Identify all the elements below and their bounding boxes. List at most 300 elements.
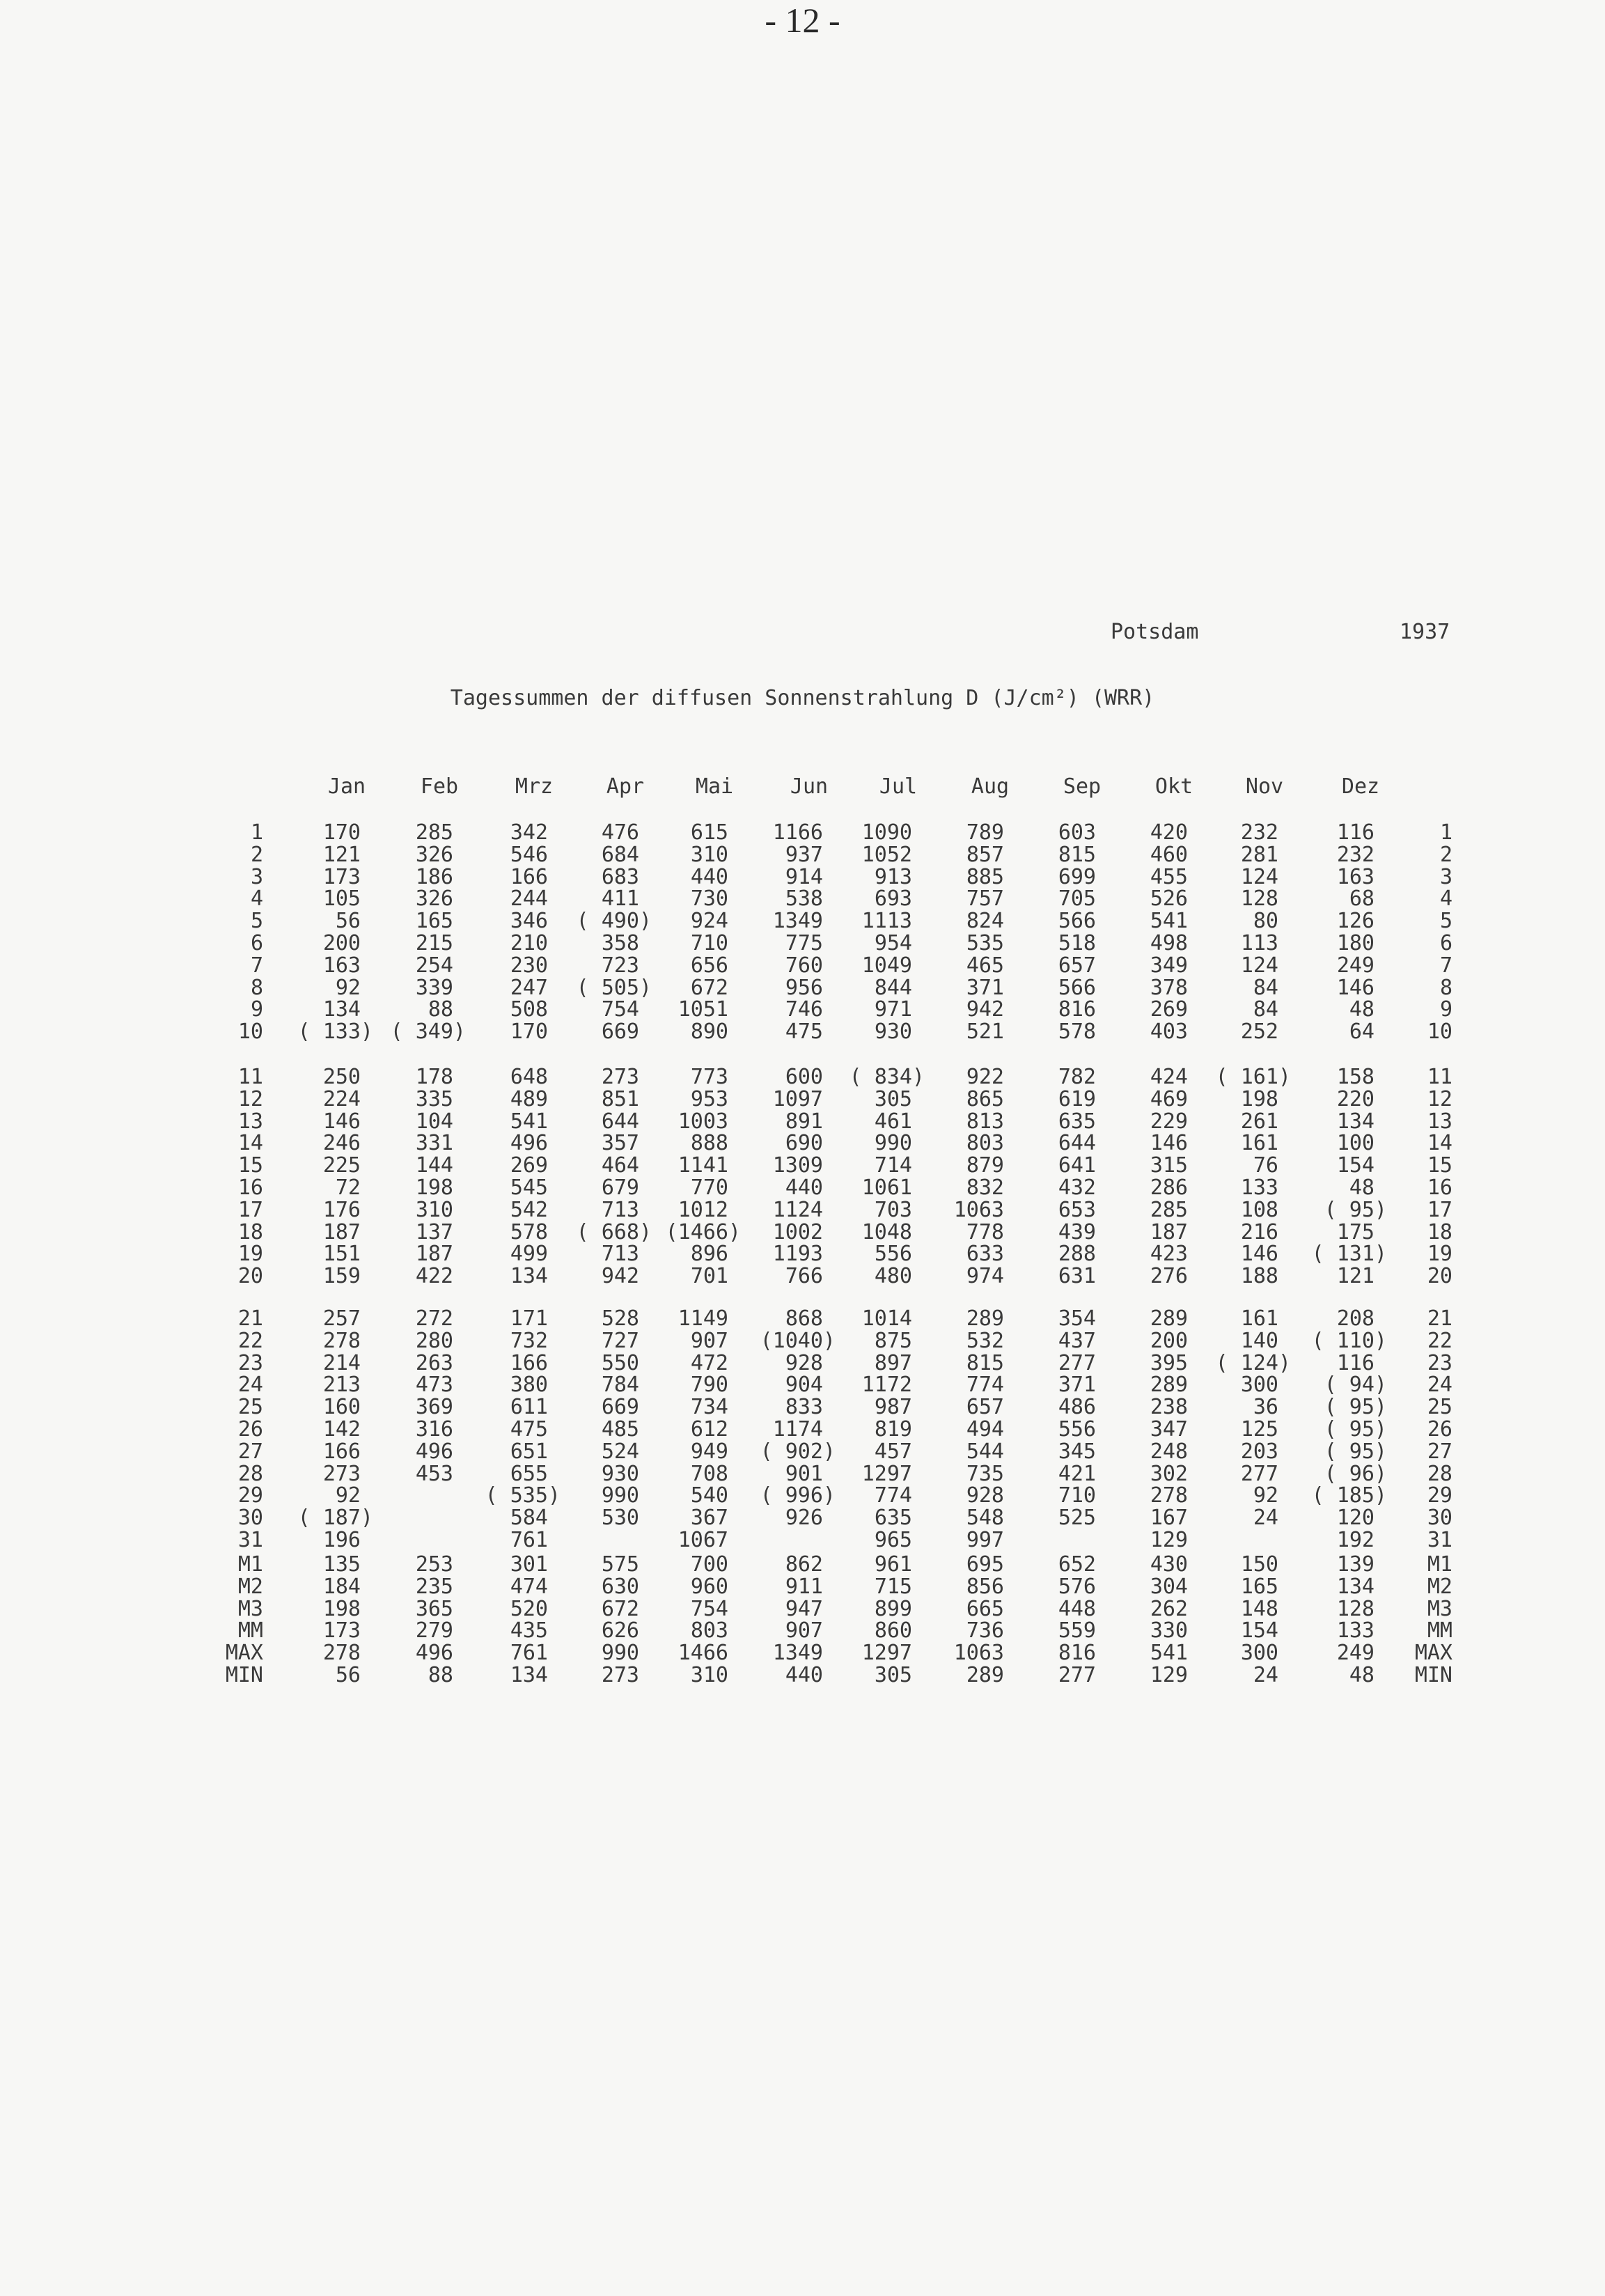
month-header-jan: Jan <box>327 774 366 799</box>
month-header-apr: Apr <box>606 774 645 799</box>
table-cell: 216 <box>1240 1219 1278 1244</box>
table-cell: 761 <box>510 1641 548 1666</box>
table-cell: (1040) <box>760 1328 836 1353</box>
table-cell: 48 <box>1349 1176 1375 1200</box>
table-cell: 690 <box>785 1131 823 1156</box>
table-cell: 269 <box>510 1153 548 1178</box>
table-cell: 538 <box>785 887 823 912</box>
table-cell: 833 <box>785 1395 823 1420</box>
row-label-left: 16 <box>237 1176 263 1200</box>
table-cell: 121 <box>322 842 361 867</box>
table-cell: 146 <box>322 1109 361 1134</box>
table-cell: 285 <box>1150 1197 1188 1222</box>
row-label-left: M1 <box>237 1552 263 1577</box>
table-cell: 1141 <box>678 1153 728 1178</box>
row-label-left: 2 <box>250 842 263 867</box>
table-cell: 367 <box>690 1506 728 1531</box>
month-header-mai: Mai <box>695 774 734 799</box>
table-cell: 651 <box>510 1439 548 1464</box>
table-cell: 244 <box>510 887 548 912</box>
table-cell: 88 <box>428 997 453 1022</box>
table-cell: 349 <box>1150 953 1188 978</box>
table-cell: 575 <box>601 1552 639 1577</box>
table-cell: 760 <box>785 953 823 978</box>
table-cell: 448 <box>1058 1596 1096 1621</box>
table-cell: 225 <box>322 1153 361 1178</box>
table-cell: 354 <box>1058 1306 1096 1331</box>
table-cell: 987 <box>874 1395 912 1420</box>
table-cell: 911 <box>785 1574 823 1599</box>
table-cell: 891 <box>785 1109 823 1134</box>
table-cell: 280 <box>415 1328 453 1353</box>
table-cell: ( 349) <box>390 1020 466 1045</box>
table-cell: 339 <box>415 975 453 1000</box>
table-cell: 790 <box>690 1373 728 1398</box>
table-cell: 133 <box>1336 1618 1375 1643</box>
table-cell: 844 <box>874 975 912 1000</box>
table-cell: 378 <box>1150 975 1188 1000</box>
table-cell: 84 <box>1253 997 1278 1022</box>
table-cell: 430 <box>1150 1552 1188 1577</box>
table-cell: 178 <box>415 1065 453 1089</box>
table-cell: 530 <box>601 1506 639 1531</box>
table-cell: 486 <box>1058 1395 1096 1420</box>
table-cell: 170 <box>510 1020 548 1045</box>
table-cell: 644 <box>601 1109 639 1134</box>
station-name: Potsdam <box>1111 620 1199 644</box>
row-label-left: 25 <box>237 1395 263 1420</box>
row-label-right: 17 <box>1427 1197 1453 1222</box>
row-label-right: M3 <box>1427 1596 1453 1621</box>
table-cell: 710 <box>690 931 728 955</box>
table-cell: 885 <box>966 864 1004 889</box>
table-cell: 167 <box>1150 1506 1188 1531</box>
table-cell: ( 133) <box>297 1020 373 1045</box>
table-cell: 679 <box>601 1176 639 1200</box>
table-cell: 928 <box>785 1350 823 1375</box>
table-cell: 310 <box>690 1663 728 1687</box>
table-cell: 520 <box>510 1596 548 1621</box>
row-label-right: M1 <box>1427 1552 1453 1577</box>
table-cell: 235 <box>415 1574 453 1599</box>
table-cell: ( 95) <box>1324 1417 1387 1442</box>
table-cell: 548 <box>966 1506 1004 1531</box>
table-cell: 532 <box>966 1328 1004 1353</box>
table-cell: 92 <box>1253 1483 1278 1508</box>
table-cell: 158 <box>1336 1065 1375 1089</box>
table-cell: 584 <box>510 1506 548 1531</box>
table-cell: 526 <box>1150 887 1188 912</box>
table-cell: 556 <box>874 1242 912 1267</box>
table-cell: 304 <box>1150 1574 1188 1599</box>
row-label-left: 10 <box>237 1020 263 1045</box>
row-label-left: 29 <box>237 1483 263 1508</box>
table-cell: 672 <box>690 975 728 1000</box>
table-cell: 180 <box>1336 931 1375 955</box>
table-cell: 249 <box>1336 953 1375 978</box>
table-cell: 1124 <box>772 1197 823 1222</box>
table-cell: 475 <box>785 1020 823 1045</box>
table-cell: 857 <box>966 842 1004 867</box>
table-cell: 277 <box>1240 1461 1278 1486</box>
table-cell: 832 <box>966 1176 1004 1200</box>
row-label-left: 8 <box>250 975 263 1000</box>
table-cell: 1051 <box>678 997 728 1022</box>
table-cell: 165 <box>1240 1574 1278 1599</box>
table-cell: 76 <box>1253 1153 1278 1178</box>
row-label-right: 10 <box>1427 1020 1453 1045</box>
table-cell: 990 <box>601 1641 639 1666</box>
table-cell: 631 <box>1058 1264 1096 1289</box>
table-cell: 84 <box>1253 975 1278 1000</box>
row-label-left: 12 <box>237 1086 263 1111</box>
table-cell: 24 <box>1253 1506 1278 1531</box>
table-cell: 901 <box>785 1461 823 1486</box>
table-cell: ( 95) <box>1324 1395 1387 1420</box>
table-cell: 1052 <box>861 842 912 867</box>
table-cell: ( 505) <box>576 975 652 1000</box>
month-header-jun: Jun <box>790 774 829 799</box>
row-label-left: 1 <box>250 820 263 845</box>
table-cell: 633 <box>966 1242 1004 1267</box>
table-cell: 954 <box>874 931 912 955</box>
row-label-right: 19 <box>1427 1242 1453 1267</box>
table-cell: 121 <box>1336 1264 1375 1289</box>
row-label-left: M3 <box>237 1596 263 1621</box>
table-cell: 1166 <box>772 820 823 845</box>
table-cell: ( 535) <box>485 1483 561 1508</box>
table-cell: 252 <box>1240 1020 1278 1045</box>
table-cell: 974 <box>966 1264 1004 1289</box>
table-cell: 108 <box>1240 1197 1278 1222</box>
table-cell: 1048 <box>861 1219 912 1244</box>
table-cell: 550 <box>601 1350 639 1375</box>
table-cell: 220 <box>1336 1086 1375 1111</box>
table-cell: 566 <box>1058 909 1096 934</box>
table-cell: 914 <box>785 864 823 889</box>
table-cell: 746 <box>785 997 823 1022</box>
table-cell: 496 <box>415 1641 453 1666</box>
table-cell: 475 <box>510 1417 548 1442</box>
month-header-nov: Nov <box>1245 774 1284 799</box>
table-cell: 655 <box>510 1461 548 1486</box>
table-cell: 279 <box>415 1618 453 1643</box>
month-header-feb: Feb <box>420 774 459 799</box>
table-cell: 175 <box>1336 1219 1375 1244</box>
table-cell: 232 <box>1240 820 1278 845</box>
table-cell: 556 <box>1058 1417 1096 1442</box>
table-cell: 465 <box>966 953 1004 978</box>
table-cell: 159 <box>322 1264 361 1289</box>
table-cell: 124 <box>1240 953 1278 978</box>
table-cell: 232 <box>1336 842 1375 867</box>
table-cell: 611 <box>510 1395 548 1420</box>
table-cell: 464 <box>601 1153 639 1178</box>
table-cell: 890 <box>690 1020 728 1045</box>
table-cell: 253 <box>415 1552 453 1577</box>
table-cell: 188 <box>1240 1264 1278 1289</box>
row-label-right: 16 <box>1427 1176 1453 1200</box>
table-cell: 545 <box>510 1176 548 1200</box>
row-label-right: 4 <box>1439 887 1453 912</box>
table-cell: 289 <box>966 1306 1004 1331</box>
table-cell: 518 <box>1058 931 1096 955</box>
row-label-right: 2 <box>1439 842 1453 867</box>
table-cell: 1172 <box>861 1373 912 1398</box>
row-label-right: 31 <box>1427 1528 1453 1552</box>
table-cell: 269 <box>1150 997 1188 1022</box>
table-cell: 305 <box>874 1086 912 1111</box>
table-cell: 727 <box>601 1328 639 1353</box>
table-cell: 358 <box>601 931 639 955</box>
table-cell: 250 <box>322 1065 361 1089</box>
row-label-left: 9 <box>250 997 263 1022</box>
table-cell: 904 <box>785 1373 823 1398</box>
table-cell: ( 187) <box>297 1506 373 1531</box>
table-cell: 92 <box>335 975 361 1000</box>
table-cell: 730 <box>690 887 728 912</box>
table-cell: 134 <box>1336 1574 1375 1599</box>
table-cell: 68 <box>1349 887 1375 912</box>
table-cell: 134 <box>510 1264 548 1289</box>
table-title: Tagessummen der diffusen Sonnenstrahlung D (J/cm²) (WRR) <box>450 686 1155 710</box>
table-cell: 129 <box>1150 1528 1188 1552</box>
table-cell: 879 <box>966 1153 1004 1178</box>
table-cell: 735 <box>966 1461 1004 1486</box>
table-cell: 770 <box>690 1176 728 1200</box>
row-label-right: 13 <box>1427 1109 1453 1134</box>
row-label-right: 20 <box>1427 1264 1453 1289</box>
table-cell: 142 <box>322 1417 361 1442</box>
table-cell: 868 <box>785 1306 823 1331</box>
table-cell: 612 <box>690 1417 728 1442</box>
table-cell: 331 <box>415 1131 453 1156</box>
table-cell: 215 <box>415 931 453 955</box>
table-cell: 246 <box>322 1131 361 1156</box>
table-cell: 137 <box>415 1219 453 1244</box>
row-label-left: 18 <box>237 1219 263 1244</box>
table-cell: 56 <box>335 1663 361 1687</box>
table-cell: 789 <box>966 820 1004 845</box>
row-label-right: 11 <box>1427 1065 1453 1089</box>
table-cell: 148 <box>1240 1596 1278 1621</box>
table-cell: 496 <box>415 1439 453 1464</box>
table-cell: 128 <box>1336 1596 1375 1621</box>
table-cell: 187 <box>1150 1219 1188 1244</box>
table-cell: 942 <box>601 1264 639 1289</box>
table-cell: 278 <box>322 1328 361 1353</box>
table-cell: 652 <box>1058 1552 1096 1577</box>
table-cell: 200 <box>1150 1328 1188 1353</box>
table-cell: 455 <box>1150 864 1188 889</box>
table-cell: 803 <box>690 1618 728 1643</box>
table-cell: 930 <box>601 1461 639 1486</box>
table-cell: ( 131) <box>1311 1242 1387 1267</box>
row-label-right: 18 <box>1427 1219 1453 1244</box>
row-label-left: 30 <box>237 1506 263 1531</box>
table-cell: 472 <box>690 1350 728 1375</box>
row-label-left: 11 <box>237 1065 263 1089</box>
table-cell: 154 <box>1240 1618 1278 1643</box>
table-cell: 198 <box>415 1176 453 1200</box>
table-cell: 521 <box>966 1020 1004 1045</box>
table-cell: 930 <box>874 1020 912 1045</box>
table-cell: 277 <box>1058 1663 1096 1687</box>
table-cell: 907 <box>785 1618 823 1643</box>
table-cell: 635 <box>1058 1109 1096 1134</box>
table-cell: 411 <box>601 887 639 912</box>
table-cell: 669 <box>601 1020 639 1045</box>
table-cell: 782 <box>1058 1065 1096 1089</box>
table-cell: 542 <box>510 1197 548 1222</box>
row-label-right: MAX <box>1414 1641 1453 1666</box>
table-cell: 150 <box>1240 1552 1278 1577</box>
table-cell: 865 <box>966 1086 1004 1111</box>
table-cell: 163 <box>1336 864 1375 889</box>
table-cell: 208 <box>1336 1306 1375 1331</box>
table-cell: 476 <box>601 820 639 845</box>
table-cell: 134 <box>510 1663 548 1687</box>
table-cell: 176 <box>322 1197 361 1222</box>
table-cell: 899 <box>874 1596 912 1621</box>
month-header-mrz: Mrz <box>515 774 554 799</box>
table-cell: ( 902) <box>760 1439 836 1464</box>
table-cell: 64 <box>1349 1020 1375 1045</box>
table-cell: 1067 <box>678 1528 728 1552</box>
table-cell: 961 <box>874 1552 912 1577</box>
table-cell: 956 <box>785 975 823 1000</box>
table-cell: 288 <box>1058 1242 1096 1267</box>
page-number: - 12 - <box>765 1 840 40</box>
row-label-left: 5 <box>250 909 263 934</box>
table-cell: 766 <box>785 1264 823 1289</box>
table-cell: 403 <box>1150 1020 1188 1045</box>
table-cell: 1113 <box>861 909 912 934</box>
table-cell: 960 <box>690 1574 728 1599</box>
table-cell: 803 <box>966 1131 1004 1156</box>
table-cell: ( 161) <box>1215 1065 1291 1089</box>
table-cell: 92 <box>335 1483 361 1508</box>
table-cell: 198 <box>1240 1086 1278 1111</box>
table-cell: 139 <box>1336 1552 1375 1577</box>
table-cell: 276 <box>1150 1264 1188 1289</box>
table-cell: 913 <box>874 864 912 889</box>
table-cell: 485 <box>601 1417 639 1442</box>
table-cell: 105 <box>322 887 361 912</box>
table-cell: 289 <box>1150 1373 1188 1398</box>
table-cell: ( 95) <box>1324 1439 1387 1464</box>
table-cell: 289 <box>966 1663 1004 1687</box>
row-label-left: 13 <box>237 1109 263 1134</box>
table-cell: 953 <box>690 1086 728 1111</box>
table-cell: 648 <box>510 1065 548 1089</box>
table-cell: 186 <box>415 864 453 889</box>
table-cell: 432 <box>1058 1176 1096 1200</box>
table-cell: 693 <box>874 887 912 912</box>
month-header-jul: Jul <box>879 774 918 799</box>
table-cell: 424 <box>1150 1065 1188 1089</box>
table-cell: 754 <box>601 997 639 1022</box>
table-cell: 600 <box>785 1065 823 1089</box>
table-cell: 238 <box>1150 1395 1188 1420</box>
table-cell: 1012 <box>678 1197 728 1222</box>
table-cell: 971 <box>874 997 912 1022</box>
table-cell: 525 <box>1058 1506 1096 1531</box>
table-cell: 732 <box>510 1328 548 1353</box>
row-label-right: 24 <box>1427 1373 1453 1398</box>
table-cell: 80 <box>1253 909 1278 934</box>
table-cell: 1149 <box>678 1306 728 1331</box>
table-cell: 714 <box>874 1153 912 1178</box>
table-cell: 695 <box>966 1552 1004 1577</box>
table-cell: 524 <box>601 1439 639 1464</box>
table-cell: 644 <box>1058 1131 1096 1156</box>
table-cell: 544 <box>966 1439 1004 1464</box>
table-cell: 508 <box>510 997 548 1022</box>
table-cell: 440 <box>785 1176 823 1200</box>
row-label-right: 5 <box>1439 909 1453 934</box>
table-cell: 700 <box>690 1552 728 1577</box>
table-cell: 615 <box>690 820 728 845</box>
table-cell: (1466) <box>665 1219 741 1244</box>
table-cell: 263 <box>415 1350 453 1375</box>
table-cell: 371 <box>966 975 1004 1000</box>
table-cell: 626 <box>601 1618 639 1643</box>
table-cell: ( 996) <box>760 1483 836 1508</box>
table-cell: 474 <box>510 1574 548 1599</box>
table-cell: 273 <box>601 1065 639 1089</box>
table-cell: 824 <box>966 909 1004 934</box>
table-cell: 285 <box>415 820 453 845</box>
table-cell: 494 <box>966 1417 1004 1442</box>
table-cell: 200 <box>322 931 361 955</box>
table-cell: 278 <box>1150 1483 1188 1508</box>
table-cell: 928 <box>966 1483 1004 1508</box>
table-cell: 937 <box>785 842 823 867</box>
table-cell: 272 <box>415 1306 453 1331</box>
table-cell: 683 <box>601 864 639 889</box>
table-cell: 541 <box>1150 909 1188 934</box>
table-cell: 457 <box>874 1439 912 1464</box>
table-cell: 423 <box>1150 1242 1188 1267</box>
table-cell: 273 <box>601 1663 639 1687</box>
table-cell: 757 <box>966 887 1004 912</box>
table-cell: 100 <box>1336 1131 1375 1156</box>
table-cell: 289 <box>1150 1306 1188 1331</box>
table-cell: 480 <box>874 1264 912 1289</box>
table-cell: 665 <box>966 1596 1004 1621</box>
row-label-right: MM <box>1427 1618 1453 1643</box>
table-cell: 1061 <box>861 1176 912 1200</box>
year: 1937 <box>1400 620 1450 644</box>
table-cell: 630 <box>601 1574 639 1599</box>
table-cell: 88 <box>428 1663 453 1687</box>
row-label-right: 14 <box>1427 1131 1453 1156</box>
table-cell: 437 <box>1058 1328 1096 1353</box>
table-cell: 761 <box>510 1528 548 1552</box>
table-cell: 723 <box>601 953 639 978</box>
table-cell: 170 <box>322 820 361 845</box>
table-cell: 365 <box>415 1596 453 1621</box>
row-label-left: 28 <box>237 1461 263 1486</box>
table-cell: 154 <box>1336 1153 1375 1178</box>
row-label-left: M2 <box>237 1574 263 1599</box>
table-cell: 301 <box>510 1552 548 1577</box>
table-cell: 813 <box>966 1109 1004 1134</box>
table-cell: 469 <box>1150 1086 1188 1111</box>
table-cell: 703 <box>874 1197 912 1222</box>
table-cell: 129 <box>1150 1663 1188 1687</box>
